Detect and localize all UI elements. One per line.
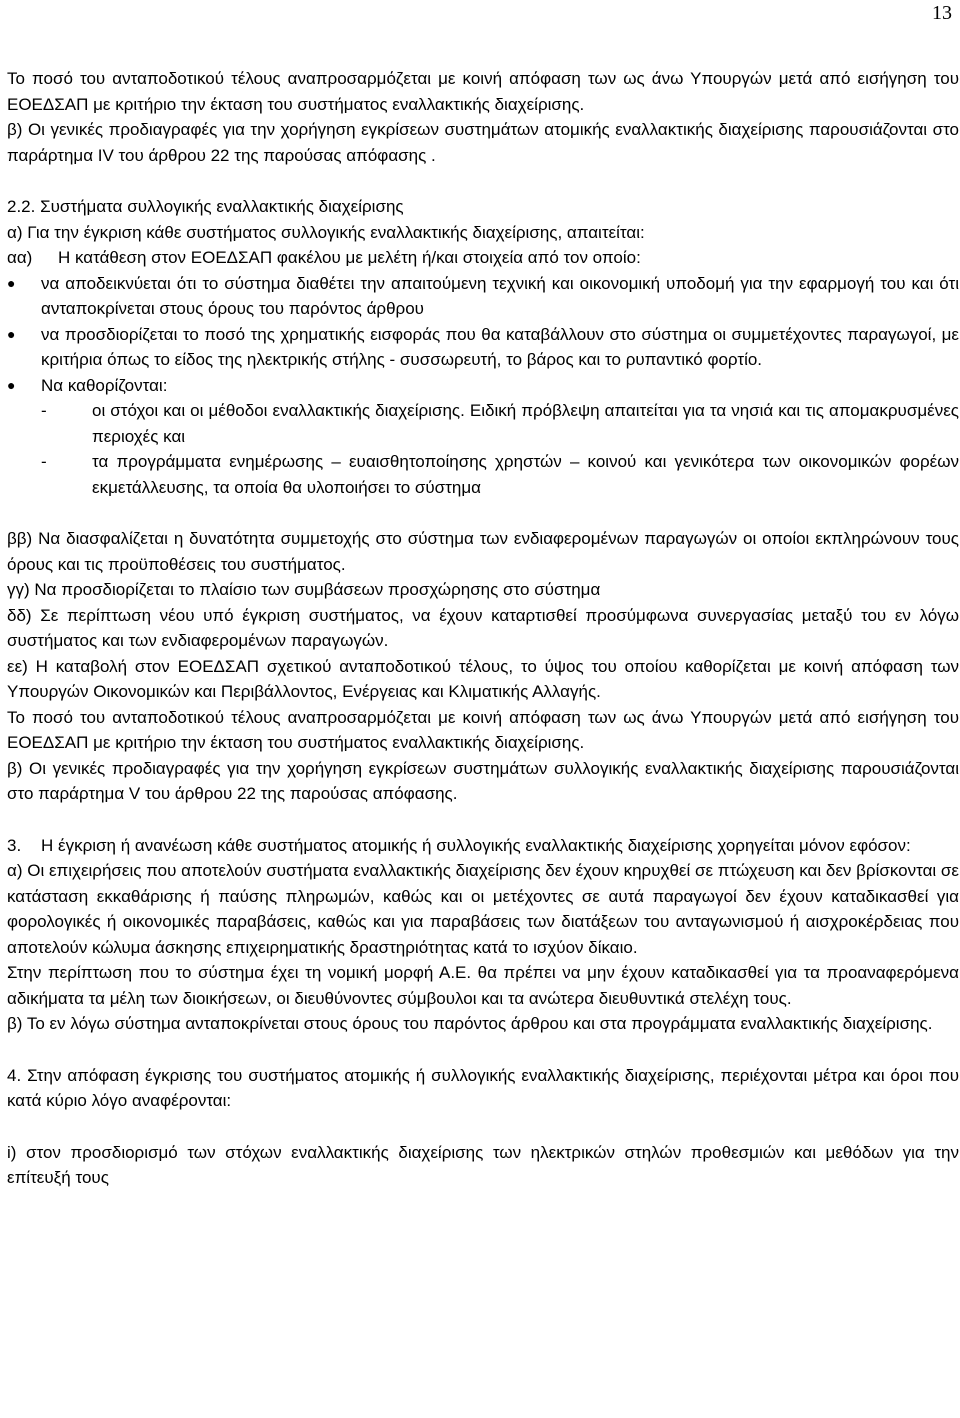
section-heading-2-2: 2.2. Συστήματα συλλογικής εναλλακτικής διαχείρισης [7,197,404,216]
item-dd: δδ) Σε περίπτωση νέου υπό έγκριση συστήματος, να έχουν καταρτισθεί προσύμφωνα συνεργασίας μεταξύ του εν λόγω συστήματος και των ενδιαφερομένων παραγωγών. [7,605,959,650]
item-ee: εε) Η καταβολή στον ΕΟΕΔΣΑΠ σχετικού ανταποδοτικού τέλους, το ύψος του οποίου καθορίζεται με κοινή απόφαση των Υπουργών Οικονομικών και Περιβάλλοντος, Ενέργειας και Κλιματικής Αλλαγής. [7,656,959,701]
dash-item [7,398,959,449]
section-4-i: i) στον προσδιορισμό των στόχων εναλλακτικής διαχείρισης των ηλεκτρικών στηλών προθεσμιών και μεθόδων για την επίτευξή τους [7,1142,959,1187]
bullet-item [7,271,959,322]
paragraph-collective-specs: β) Οι γενικές προδιαγραφές για την χορήγηση εγκρίσεων συστημάτων συλλογικής εναλλακτικής διαχείρισης παρουσιάζονται στο παράρτημα V του άρθρου 22 της παρούσας απόφασης. [7,758,959,803]
bullet-text: Να καθορίζονται: [41,375,168,395]
page-number: 13 [932,2,952,24]
section-3-b: β) Το εν λόγω σύστημα ανταποκρίνεται στους όρους του παρόντος άρθρου και στα προγράμματα εναλλακτικής διαχείρισης. [7,1014,933,1033]
bullet-text: να προσδιορίζεται το ποσό της χρηματικής εισφοράς που θα καταβάλλουν στο σύστημα οι συμμετέχοντες παραγωγοί, με κριτήρια όπως το είδος της ηλεκτρικής στήλης - συσσωρευτή, το βάρος και το ρυπαντικό φορτίο. [41,324,959,369]
section-3-a: α) Οι επιχειρήσεις που αποτελούν συστήματα εναλλακτικής διαχείρισης δεν έχουν κηρυχθεί σε πτώχευση και δεν βρίσκονται σε κατάσταση εκκαθάρισης ή παύσης πληρωμών, καθώς και οι μετέχοντες σε αυτά παραγωγοί δεν έχουν καταδικασθεί για φορολογικές ή οικονομικές παραβάσεις, καθώς και για παραβάσεις των διατάξεων του ανταγωνισμού ή αισχροκέρδειας που αποτελούν κώλυμα άσκησης επιχειρηματικής δραστηριότητας κατά το ισχύον δίκαιο. [7,861,959,957]
bullet-item [7,373,959,399]
section-3-number: 3. [7,835,22,855]
dash-text: τα προγράμματα ενημέρωσης – ευαισθητοποίησης χρηστών – κοινού και γενικότερα των οικονομικών φορέων εκμετάλλευσης, τα οποία θα υλοποιήσει το σύστημα [92,452,959,497]
bullet-icon: ● [7,376,16,393]
paragraph-fee-adjustment-2: Το ποσό του ανταποδοτικού τέλους αναπροσαρμόζεται με κοινή απόφαση των ως άνω Υπουργών μετά από εισήγηση του ΕΟΕΔΣΑΠ με κριτήριο την έκταση του συστήματος εναλλακτικής διαχείρισης. [7,707,959,752]
dash-icon: - [41,401,47,420]
document-body [7,66,959,1191]
item-bb: ββ) Να διασφαλίζεται η δυνατότητα συμμετοχής στο σύστημα των ενδιαφερομένων παραγωγών οι οποίοι εκπληρώνουν τους όρους και τις προϋποθέσεις του συστήματος. [7,529,959,574]
section-4: 4. Στην απόφαση έγκρισης του συστήματος ατομικής ή συλλογικής εναλλακτικής διαχείρισης, περιέχονται μέτρα και όροι που κατά κύριο λόγο αναφέρονται: [7,1065,959,1110]
section-3-text: Η έγκριση ή ανανέωση κάθε συστήματος ατομικής ή συλλογικής εναλλακτικής διαχείρισης χορηγείται μόνον εφόσον: [41,835,911,855]
dash-icon: - [41,452,47,471]
paragraph-collective-approval: α) Για την έγκριση κάθε συστήματος συλλογικής εναλλακτικής διαχείρισης, απαιτείται: [7,222,645,242]
section-3-ae: Στην περίπτωση που το σύστημα έχει τη νομική μορφή Α.Ε. θα πρέπει να μην έχουν καταδικασθεί για τα προαναφερόμενα αδικήματα τα μέλη των διοικήσεων, οι διευθύνοντες σύμβουλοι και τα ανώτερα διευθυντικά στελέχη τους. [7,963,959,1008]
bullet-item [7,322,959,373]
section-3 [7,833,959,859]
item-aa-text: Η κατάθεση στον ΕΟΕΔΣΑΠ φακέλου με μελέτη ή/και στοιχεία από τον οποίο: [58,248,641,267]
item-gg: γγ) Να προσδιορίζεται το πλαίσιο των συμβάσεων προσχώρησης στο σύστημα [7,580,601,599]
dash-text: οι στόχοι και οι μέθοδοι εναλλακτικής διαχείρισης. Ειδική πρόβλεψη απαιτείται για τα νησιά και τις απομακρυσμένες περιοχές και [92,401,959,446]
dash-item [7,449,959,500]
bullet-icon: ● [7,274,16,291]
item-aa [7,245,959,271]
item-aa-label: αα) [7,248,33,267]
paragraph-individual-specs: β) Οι γενικές προδιαγραφές για την χορήγηση εγκρίσεων συστημάτων ατομικής εναλλακτικής διαχείρισης παρουσιάζονται στο παράρτημα IV του άρθρου 22 της παρούσας απόφασης . [7,120,959,165]
paragraph-fee-adjustment: Το ποσό του ανταποδοτικού τέλους αναπροσαρμόζεται με κοινή απόφαση των ως άνω Υπουργών μετά από εισήγηση του ΕΟΕΔΣΑΠ με κριτήριο την έκταση του συστήματος εναλλακτικής διαχείρισης. [7,69,959,114]
bullet-icon: ● [7,325,16,342]
bullet-text: να αποδεικνύεται ότι το σύστημα διαθέτει την απαιτούμενη τεχνική και οικονομική υποδομή για την εφαρμογή του και ότι ανταποκρίνεται στους όρους του παρόντος άρθρου [41,273,959,318]
